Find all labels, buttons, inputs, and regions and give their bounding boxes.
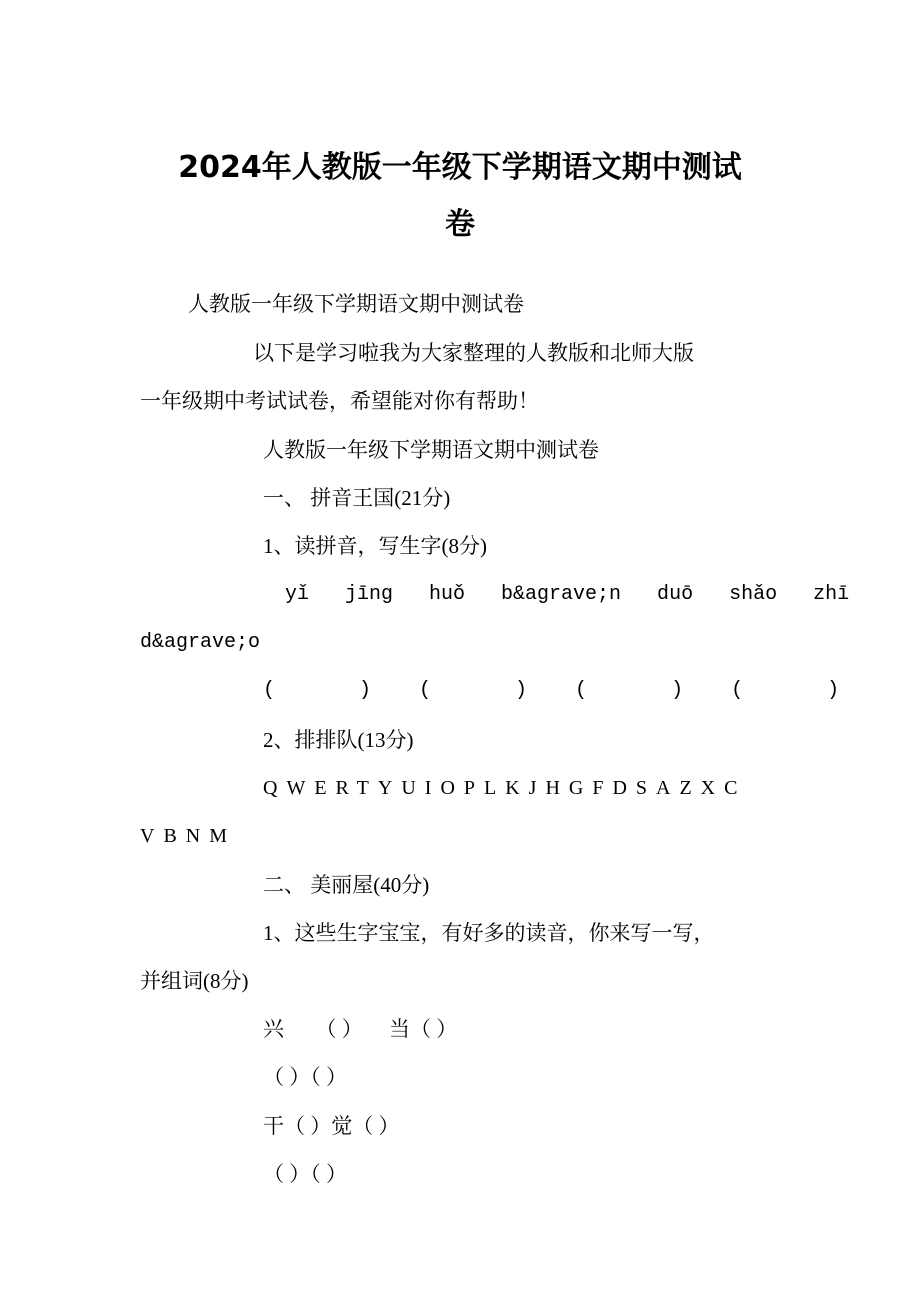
document-title-line-1: 2024年人教版一年级下学期语文期中测试 bbox=[178, 150, 742, 185]
letters-line-1: QWERTYUIOPLKJHGFDSAZXC bbox=[263, 777, 747, 799]
intro-paragraph-line-2: 一年级期中考试试卷，希望能对你有帮助！ bbox=[140, 389, 539, 413]
answer-blanks-row: ( ) ( ) ( ) ( ) bbox=[263, 679, 840, 702]
intro-paragraph-line-1: 以下是学习啦我为大家整理的人教版和北师大版 bbox=[253, 341, 694, 365]
character-row-4: （ ）（ ） bbox=[263, 1162, 347, 1186]
character-row-1: 兴 （ ） 当（ ） bbox=[263, 1017, 458, 1041]
question-1-1-label: 1、读拼音，写生字(8分) bbox=[263, 534, 487, 558]
section-2-heading: 二、 美丽屋(40分) bbox=[263, 873, 430, 897]
section-1-heading: 一、 拼音王国(21分) bbox=[263, 486, 451, 510]
character-row-3: 干（ ）觉（ ） bbox=[263, 1114, 400, 1138]
letters-line-2: VBNM bbox=[140, 825, 237, 847]
question-2-1-label-line-2: 并组词(8分) bbox=[140, 969, 249, 993]
pinyin-line-2: d&agrave;o bbox=[140, 631, 261, 654]
question-1-2-label: 2、排排队(13分) bbox=[263, 728, 414, 752]
document-title-line-2: 卷 bbox=[445, 207, 475, 242]
character-row-2: （ ）（ ） bbox=[263, 1065, 347, 1089]
repeat-title: 人教版一年级下学期语文期中测试卷 bbox=[263, 438, 599, 462]
question-2-1-label-line-1: 1、这些生字宝宝，有好多的读音，你来写一写， bbox=[263, 921, 715, 945]
pinyin-line-1: yǐ jīng huǒ b&agrave;n duō shǎo zhī bbox=[285, 583, 850, 606]
document-subtitle: 人教版一年级下学期语文期中测试卷 bbox=[188, 292, 524, 316]
